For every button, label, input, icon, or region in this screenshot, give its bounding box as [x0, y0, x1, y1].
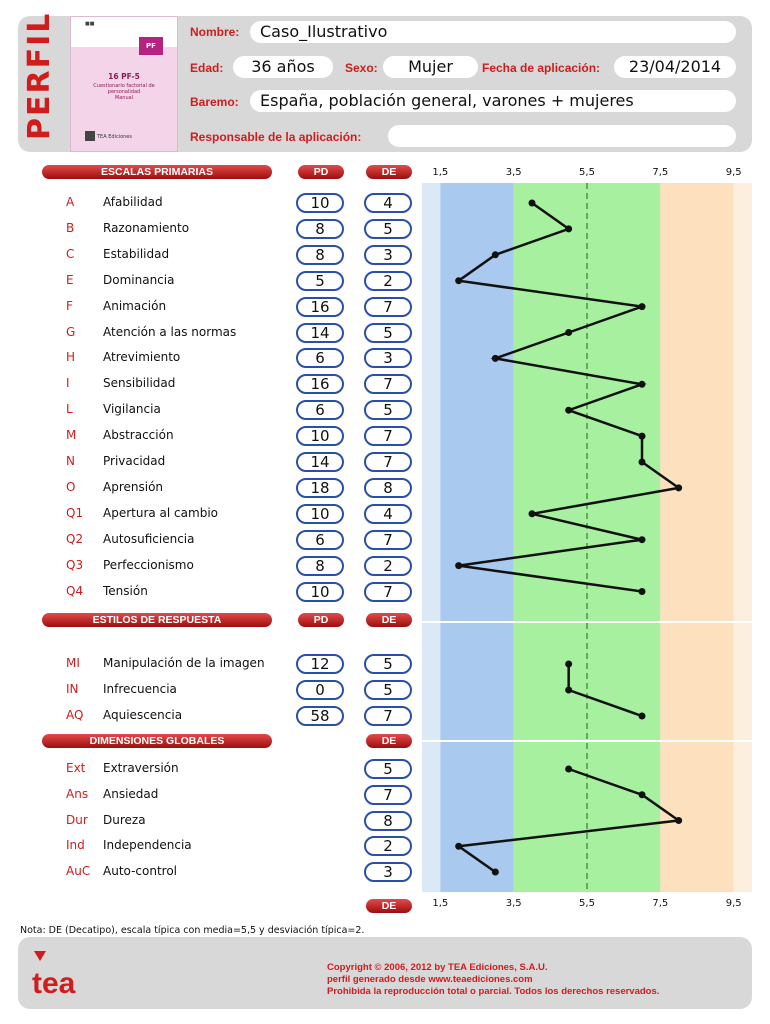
global-de-value: 8 [364, 811, 412, 831]
cover-title: 16 PF-5 [108, 72, 140, 81]
estilo-code: AQ [66, 708, 84, 722]
cover-badge: PF [139, 37, 163, 55]
primaria-de-value: 5 [364, 323, 412, 343]
primaria-de-value: 7 [364, 530, 412, 550]
primaria-code: N [66, 454, 75, 468]
global-code: Ext [66, 761, 86, 775]
primaria-name: Razonamiento [103, 220, 190, 235]
top-tick-label: 9,5 [725, 167, 742, 178]
global-name: Independencia [103, 838, 192, 853]
primaria-pd-value: 16 [296, 374, 344, 394]
global-de-value: 5 [364, 759, 412, 779]
primaria-point [492, 355, 499, 362]
global-code: Dur [66, 812, 88, 827]
rights-line: Prohibida la reproducción total o parcial. Todos los derechos reservados. [327, 986, 660, 997]
footnote: Nota: DE (Decatipo), escala típica con media=5,5 y desviación típica=2. [20, 925, 365, 936]
perfil-vertical-title: PERFIL [22, 11, 57, 140]
estilo-code: IN [66, 682, 79, 696]
bottom-tick-label: 5,5 [579, 898, 595, 909]
global-point [675, 817, 682, 824]
primaria-point [529, 200, 536, 207]
primarias-pd-header: PD [298, 165, 344, 179]
primaria-code: Q4 [66, 583, 84, 598]
top-tick-label: 3,5 [505, 167, 522, 178]
primaria-de-value: 5 [364, 219, 412, 239]
primaria-code: L [66, 402, 73, 417]
global-code: AuC [66, 864, 91, 878]
top-tick-label: 1,5 [432, 167, 449, 178]
primaria-name: Perfeccionismo [103, 557, 194, 572]
global-name: Ansiedad [103, 786, 159, 801]
global-name: Dureza [103, 812, 146, 827]
estilos-de-header: DE [366, 613, 412, 627]
edad-label: Edad: [190, 61, 224, 75]
globales-de-header: DE [366, 734, 412, 748]
primaria-de-value: 4 [364, 504, 412, 524]
primaria-name: Atrevimiento [103, 350, 181, 365]
primaria-de-value: 2 [364, 271, 412, 291]
primaria-pd-value: 8 [296, 245, 344, 265]
primaria-pd-value: 10 [296, 193, 344, 213]
global-code: Ans [66, 786, 89, 801]
band-0 [422, 183, 440, 892]
primaria-pd-value: 6 [296, 348, 344, 368]
primaria-point [639, 588, 646, 595]
bottom-tick-label: 1,5 [432, 898, 449, 909]
cover-small-logo: ■■ [85, 21, 95, 27]
estilo-code: MI [66, 656, 80, 670]
estilo-de-value: 5 [364, 680, 412, 700]
estilos-header: ESTILOS DE RESPUESTA [42, 613, 272, 627]
primaria-point [565, 329, 572, 336]
primaria-de-value: 4 [364, 193, 412, 213]
nombre-field[interactable]: Caso_Ilustrativo [250, 21, 736, 43]
global-de-value: 7 [364, 785, 412, 805]
primaria-de-value: 8 [364, 478, 412, 498]
primaria-de-value: 3 [364, 348, 412, 368]
primaria-code: I [66, 376, 70, 391]
primarias-header: ESCALAS PRIMARIAS [42, 165, 272, 179]
global-point [455, 843, 462, 850]
bottom-tick-label: 9,5 [725, 898, 742, 909]
primaria-de-value: 7 [364, 426, 412, 446]
primaria-point [639, 433, 646, 440]
estilo-pd-value: 58 [296, 706, 344, 726]
primaria-pd-value: 14 [296, 323, 344, 343]
primaria-point [639, 459, 646, 466]
primaria-point [565, 225, 572, 232]
band-3 [660, 183, 733, 892]
primaria-name: Afabilidad [103, 195, 163, 209]
primaria-code: F [66, 298, 73, 313]
fecha-field[interactable]: 23/04/2014 [614, 56, 736, 78]
global-name: Extraversión [103, 761, 179, 775]
primaria-point [639, 381, 646, 388]
primaria-de-value: 7 [364, 452, 412, 472]
estilos-pd-header: PD [298, 613, 344, 627]
bottom-tick-label: 7,5 [652, 898, 669, 909]
fecha-label: Fecha de aplicación: [482, 61, 601, 75]
cover-publisher: TEA Ediciones [97, 134, 132, 140]
estilo-de-value: 7 [364, 706, 412, 726]
tea-logo-text: tea [32, 967, 76, 997]
bottom-tick-label: 3,5 [505, 898, 522, 909]
primaria-pd-value: 14 [296, 452, 344, 472]
primaria-pd-value: 5 [296, 271, 344, 291]
tea-logo-icon [30, 947, 84, 997]
primaria-name: Tensión [103, 583, 148, 598]
primaria-name: Apertura al cambio [103, 505, 218, 520]
primaria-name: Abstracción [103, 428, 174, 443]
copyright-block [327, 962, 659, 998]
nombre-label: Nombre: [190, 25, 240, 39]
primaria-de-value: 2 [364, 556, 412, 576]
primaria-point [639, 536, 646, 543]
estilo-point [565, 687, 572, 694]
primaria-code: E [66, 272, 74, 287]
global-name: Auto-control [103, 864, 178, 878]
cover-subtitle-text: Cuestionario factorial de personalidad [93, 83, 155, 95]
primaria-pd-value: 8 [296, 556, 344, 576]
primaria-de-value: 3 [364, 245, 412, 265]
primaria-code: B [66, 220, 75, 235]
primaria-name: Dominancia [103, 272, 175, 287]
primaria-code: O [66, 479, 76, 494]
primaria-code: C [66, 246, 75, 261]
primaria-code: Q1 [66, 505, 84, 520]
primaria-code: Q2 [66, 531, 84, 546]
primaria-code: H [66, 350, 76, 365]
primaria-code: Q3 [66, 557, 84, 572]
generated-line: perfil generado desde www.teaediciones.com [327, 974, 533, 985]
sexo-field[interactable]: Mujer [383, 56, 478, 78]
primaria-code: G [66, 324, 76, 339]
primaria-point [639, 303, 646, 310]
primarias-de-header: DE [366, 165, 412, 179]
primaria-pd-value: 10 [296, 426, 344, 446]
primaria-pd-value: 10 [296, 582, 344, 602]
band-1 [440, 183, 513, 892]
estilo-pd-value: 0 [296, 680, 344, 700]
global-code: Ind [66, 838, 85, 853]
edad-field[interactable]: 36 años [233, 56, 333, 78]
estilo-name: Infrecuencia [103, 682, 177, 696]
band-4 [734, 183, 752, 892]
primaria-name: Vigilancia [103, 402, 161, 417]
estilo-point [639, 713, 646, 720]
bottom-de-header: DE [366, 899, 412, 913]
copyright-line: Copyright © 2006, 2012 by TEA Ediciones, S.A.U. [327, 962, 548, 973]
global-point [565, 766, 572, 773]
sexo-label: Sexo: [345, 61, 378, 75]
estilo-pd-value: 12 [296, 654, 344, 674]
responsable-label: Responsable de la aplicación: [190, 130, 362, 144]
primaria-pd-value: 10 [296, 504, 344, 524]
primaria-de-value: 5 [364, 400, 412, 420]
cover-series: Manual [114, 95, 134, 101]
estilo-point [565, 661, 572, 668]
global-de-value: 2 [364, 836, 412, 856]
primaria-name: Sensibilidad [103, 376, 176, 391]
primaria-name: Estabilidad [103, 246, 170, 261]
primaria-pd-value: 6 [296, 400, 344, 420]
estilo-de-value: 5 [364, 654, 412, 674]
top-tick-label: 7,5 [652, 167, 669, 178]
baremo-label: Baremo: [190, 95, 239, 109]
primaria-name: Aprensión [103, 479, 164, 494]
primaria-point [492, 251, 499, 258]
primaria-code: M [66, 428, 77, 443]
estilo-name: Aquiescencia [103, 708, 183, 722]
primaria-de-value: 7 [364, 297, 412, 317]
primaria-point [675, 484, 682, 491]
primaria-name: Privacidad [103, 454, 166, 468]
primaria-pd-value: 8 [296, 219, 344, 239]
primaria-point [529, 510, 536, 517]
top-tick-label: 5,5 [579, 167, 595, 178]
global-de-value: 3 [364, 862, 412, 882]
primaria-pd-value: 6 [296, 530, 344, 550]
globales-header: DIMENSIONES GLOBALES [42, 734, 272, 748]
primaria-point [565, 407, 572, 414]
primaria-pd-value: 16 [296, 297, 344, 317]
primaria-code: A [66, 195, 75, 209]
primaria-de-value: 7 [364, 582, 412, 602]
estilo-name: Manipulación de la imagen [103, 656, 265, 670]
primaria-name: Atención a las normas [103, 324, 237, 339]
primaria-name: Animación [103, 298, 167, 313]
global-point [639, 791, 646, 798]
primaria-pd-value: 18 [296, 478, 344, 498]
global-point [492, 869, 499, 876]
primaria-name: Autosuficiencia [103, 531, 195, 546]
baremo-field[interactable]: España, población general, varones + mujeres [250, 90, 736, 112]
primaria-point [455, 562, 462, 569]
primaria-de-value: 7 [364, 374, 412, 394]
primaria-point [455, 277, 462, 284]
